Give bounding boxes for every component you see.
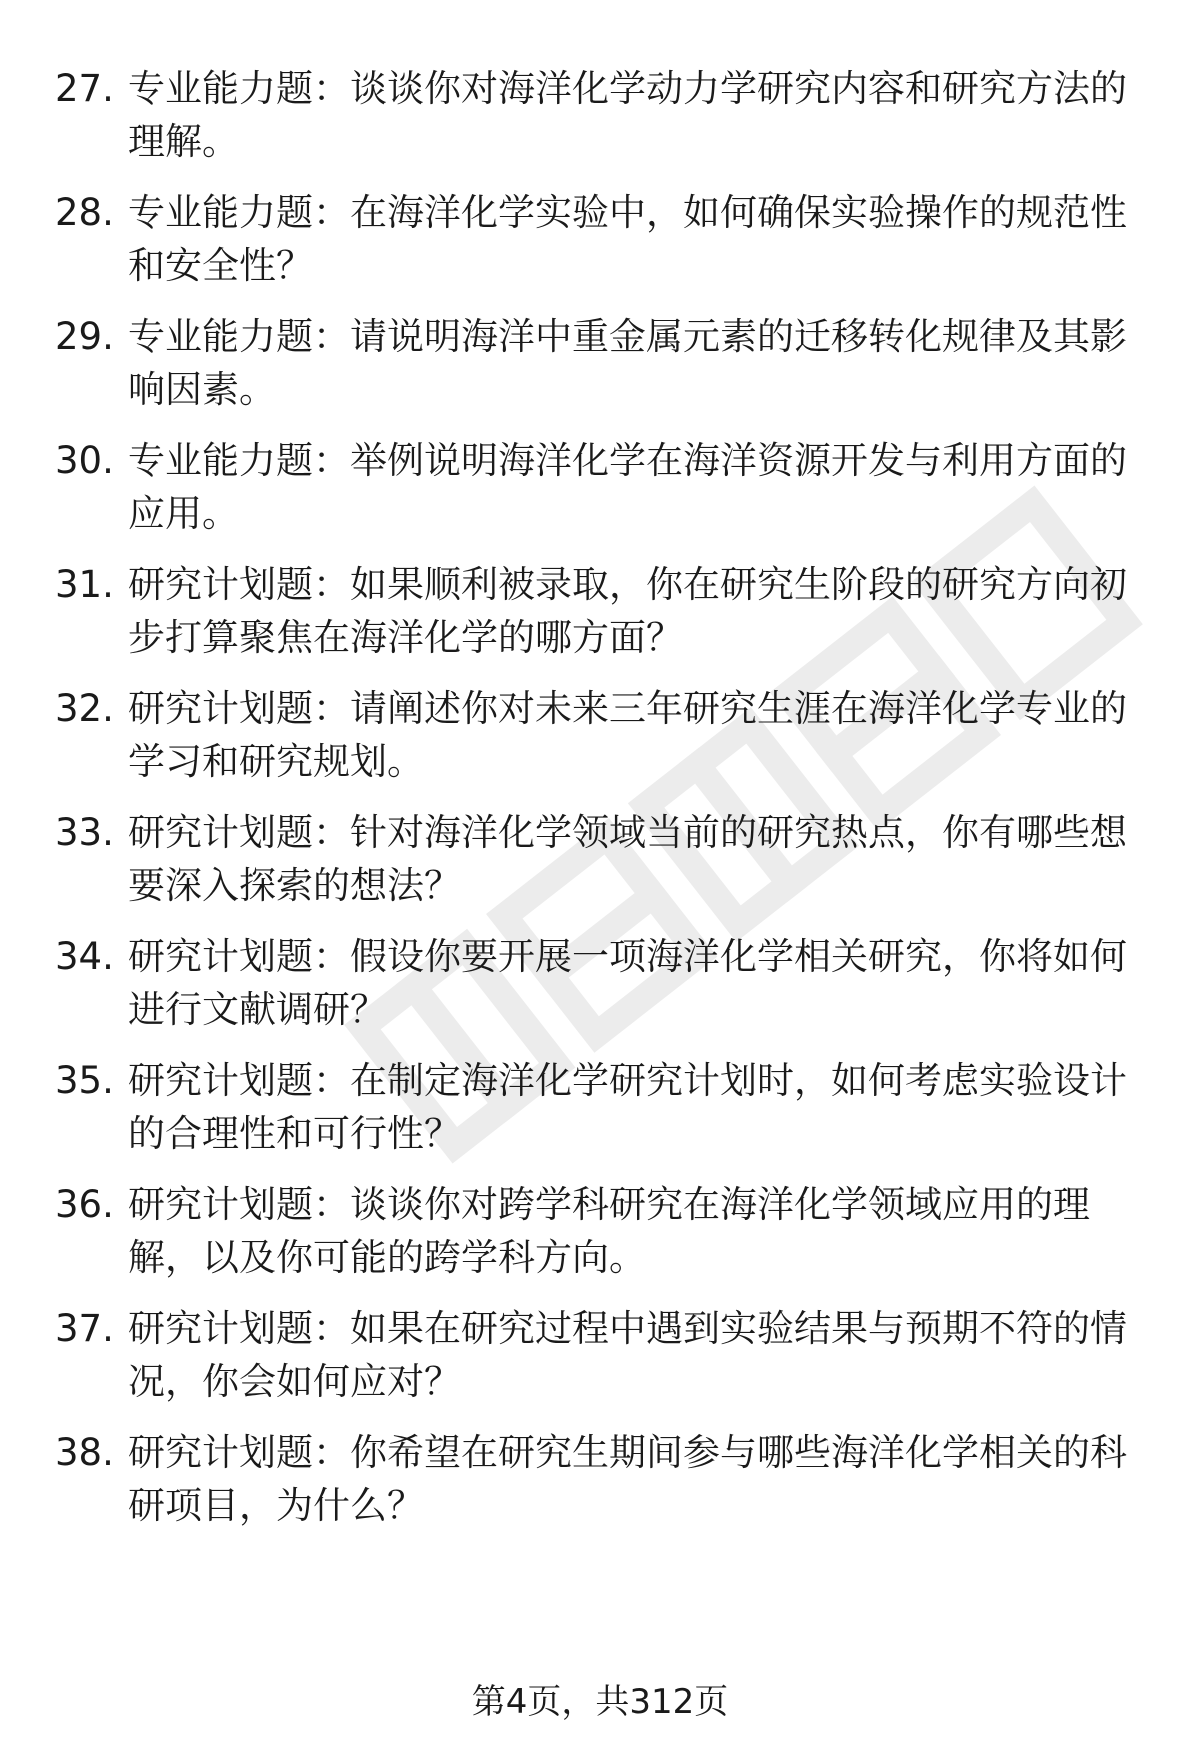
question-item [55, 1178, 1145, 1284]
question-number: 32. [55, 687, 114, 730]
question-text: 专业能力题：请说明海洋中重金属元素的迁移转化规律及其影响因素。 [128, 315, 1127, 411]
question-number: 36. [55, 1183, 114, 1226]
question-text: 研究计划题：谈谈你对跨学科研究在海洋化学领域应用的理解，以及你可能的跨学科方向。 [128, 1183, 1090, 1279]
question-item [55, 930, 1145, 1036]
question-item [55, 558, 1145, 664]
question-text: 研究计划题：假设你要开展一项海洋化学相关研究，你将如何进行文献调研？ [128, 935, 1127, 1031]
question-item [55, 1302, 1145, 1408]
question-text: 研究计划题：如果在研究过程中遇到实验结果与预期不符的情况，你会如何应对？ [128, 1307, 1127, 1403]
question-text: 专业能力题：举例说明海洋化学在海洋资源开发与利用方面的应用。 [128, 439, 1127, 535]
question-number: 34. [55, 935, 114, 978]
question-item [55, 310, 1145, 416]
question-number: 28. [55, 191, 114, 234]
question-item [55, 434, 1145, 540]
question-number: 37. [55, 1307, 114, 1350]
page-footer [0, 1680, 1200, 1724]
question-text: 专业能力题：谈谈你对海洋化学动力学研究内容和研究方法的理解。 [128, 67, 1127, 163]
question-number: 38. [55, 1431, 114, 1474]
question-item [55, 1426, 1145, 1532]
question-text: 研究计划题：针对海洋化学领域当前的研究热点，你有哪些想要深入探索的想法？ [128, 811, 1127, 907]
question-text: 研究计划题：你希望在研究生期间参与哪些海洋化学相关的科研项目，为什么？ [128, 1431, 1127, 1527]
question-number: 35. [55, 1059, 114, 1102]
page-number-label: 第4页，共312页 [471, 1682, 729, 1722]
question-text: 研究计划题：请阐述你对未来三年研究生涯在海洋化学专业的学习和研究规划。 [128, 687, 1127, 783]
question-number: 31. [55, 563, 114, 606]
question-number: 30. [55, 439, 114, 482]
question-item [55, 1054, 1145, 1160]
question-item [55, 682, 1145, 788]
question-item [55, 186, 1145, 292]
question-text: 专业能力题：在海洋化学实验中，如何确保实验操作的规范性和安全性？ [128, 191, 1127, 287]
question-number: 33. [55, 811, 114, 854]
question-text: 研究计划题：在制定海洋化学研究计划时，如何考虑实验设计的合理性和可行性？ [128, 1059, 1127, 1155]
question-number: 29. [55, 315, 114, 358]
question-text: 研究计划题：如果顺利被录取，你在研究生阶段的研究方向初步打算聚焦在海洋化学的哪方面？ [128, 563, 1127, 659]
question-item [55, 62, 1145, 168]
question-number: 27. [55, 67, 114, 110]
question-item [55, 806, 1145, 912]
